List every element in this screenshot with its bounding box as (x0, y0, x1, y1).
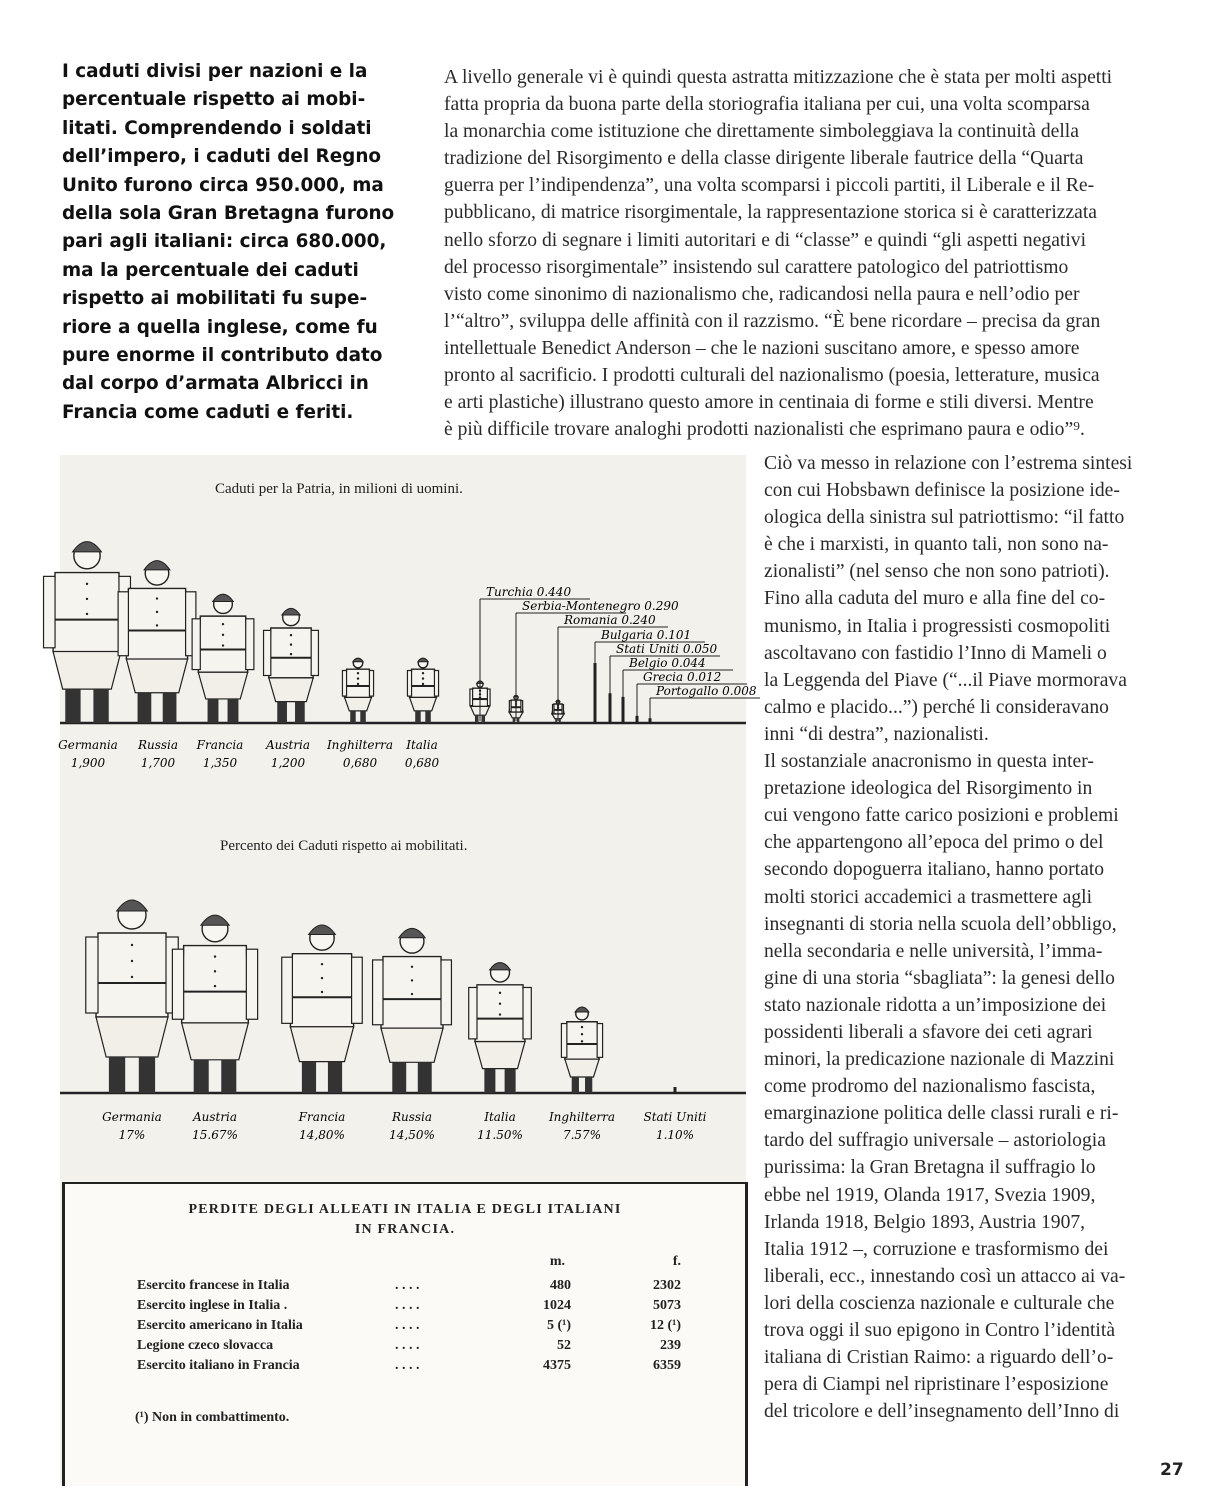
country-label: Francia (298, 1110, 346, 1124)
soldier-figure-francia (282, 925, 363, 1093)
small-nation-label: Portogallo 0.008 (656, 684, 757, 698)
caption-line: pari agli italiani: circa 680.000, (62, 231, 387, 253)
page-number: 27 (1160, 1460, 1184, 1480)
table-row-label: Esercito inglese in Italia . (137, 1298, 288, 1313)
text-line: gine di una storia “sbagliata”: la genesi dello (764, 967, 1115, 989)
soldier-figure-francia (192, 594, 254, 723)
text-line: cui vengono fatte carico posizioni e problemi (764, 805, 1119, 827)
table-row-dots: . . . . (395, 1278, 420, 1293)
table-row-label: Esercito americano in Italia (137, 1318, 303, 1333)
soldier-figure-austria (264, 608, 319, 723)
caption-line: dal corpo d’armata Albricci in (62, 373, 369, 395)
country-label: Francia (196, 738, 244, 752)
text-line: fatta propria da buona parte della storiografia italiana per cui, una volta scomparsa (444, 94, 1090, 116)
text-line: insegnanti di storia nella scuola dell’obbligo, (764, 913, 1117, 935)
value-label: 7.57% (562, 1128, 602, 1142)
text-line: pretazione ideologica del Risorgimento in (764, 778, 1093, 800)
text-line: italiana di Cristian Raimo: a riguardo dell’o- (764, 1347, 1114, 1369)
text-line: è che i marxisti, in quanto tali, non sono na- (764, 534, 1109, 556)
table-row-dots: . . . . (395, 1298, 420, 1313)
soldier-figure-austria (172, 915, 257, 1093)
value-label: 11.50% (477, 1128, 523, 1142)
country-label: Russia (391, 1110, 433, 1124)
caption-line: percentuale rispetto ai mobi- (62, 89, 366, 111)
country-label: Italia (484, 1110, 516, 1124)
table-cell-f: 6359 (653, 1358, 681, 1373)
value-label: 14,80% (299, 1128, 345, 1142)
text-line: molti storici accademici a trasmettere agli (764, 886, 1093, 908)
table-title-line1: PERDITE DEGLI ALLEATI IN ITALIA E DEGLI ITALIANI (188, 1202, 622, 1217)
small-nation-label: Grecia 0.012 (643, 670, 722, 684)
country-label: Inghilterra (326, 738, 394, 752)
country-label: Germania (102, 1110, 162, 1124)
text-line: inni “di destra”, nazionalisti. (764, 723, 989, 745)
figure-caption (62, 58, 412, 427)
text-line: pronto al sacrificio. I prodotti culturali del nazionalismo (poesia, letterature, musica (444, 365, 1100, 387)
text-line: stato nazionale ridotta a un’imposizione dei (764, 994, 1107, 1016)
small-nation-label: Stati Uniti 0.050 (616, 642, 718, 656)
value-label: 1,200 (270, 756, 306, 770)
table-row-dots: . . . . (395, 1318, 420, 1333)
text-line: zionalisti” (nel senso che non sono patrioti). (764, 561, 1110, 583)
table-row-label: Legione czeco slovacca (137, 1338, 274, 1353)
text-line: del tricolore e dell’insegnamento dell’Inno di (764, 1401, 1120, 1423)
table-cell-m: 1024 (543, 1298, 571, 1313)
country-label: Germania (58, 738, 118, 752)
small-nation-label: Romania 0.240 (564, 613, 656, 627)
value-label: 0,680 (342, 756, 378, 770)
body-text-top (444, 64, 1174, 443)
text-line: A livello generale vi è quindi questa astratta mitizzazione che è stata per molti aspetti (444, 67, 1113, 88)
text-line: lori della coscienza nazionale e culturale che (764, 1292, 1115, 1314)
small-nation-label: Bulgaria 0.101 (601, 628, 692, 642)
caption-line: dell’impero, i caduti del Regno (62, 146, 382, 168)
text-line: Italia 1912 –, corruzione e trasformismo dei (764, 1238, 1109, 1260)
text-line: e arti plastiche) illustrano questo amore in centinaia di forme e stili diversi. Mentre (444, 392, 1094, 414)
caption-line: pure enorme il contributo dato (62, 345, 383, 367)
value-label: 1,900 (70, 756, 106, 770)
col-header-m: m. (549, 1254, 565, 1269)
table-cell-f: 2302 (653, 1278, 681, 1293)
body-text-right (764, 450, 1174, 1425)
text-line: con cui Hobsbawn definisce la posizione ide- (764, 480, 1120, 502)
country-label: Italia (406, 738, 438, 752)
col-header-f: f. (672, 1254, 681, 1269)
caption-line: litati. Comprendendo i soldati (62, 117, 372, 139)
small-nation-label: Turchia 0.440 (486, 585, 572, 599)
table-cell-f: 5073 (653, 1298, 681, 1313)
soldier-figure-italia (469, 962, 532, 1093)
text-line: minori, la predicazione nazionale di Mazzini (764, 1049, 1115, 1071)
text-line: secondo dopoguerra italiano, hanno portato (764, 859, 1105, 881)
country-label: Russia (137, 738, 179, 752)
soldier-figure-russia (373, 928, 452, 1093)
small-nation-label: Serbia-Montenegro 0.290 (522, 599, 679, 613)
text-line: nello sforzo di segnare i limiti autoritari e di “classe” e quindi “gli aspetti negativi (444, 229, 1087, 251)
table-cell-m: 480 (550, 1278, 571, 1293)
text-line: del processo risorgimentale” insistendo sul carattere patologico del patriottismo (444, 256, 1069, 278)
text-line: Irlanda 1918, Belgio 1893, Austria 1907, (764, 1211, 1086, 1233)
value-label: 1,700 (140, 756, 176, 770)
text-line: la monarchia come istituzione che direttamente simboleggiava la continuità della (444, 121, 1079, 143)
soldier-figure-germania (86, 900, 178, 1093)
text-line: tradizione del Risorgimento e della classe dirigente liberale fautrice della “Quarta (444, 148, 1084, 170)
soldier-figure-inghilterra (561, 1007, 602, 1093)
table-row-label: Esercito italiano in Francia (137, 1358, 300, 1373)
text-line: munismo, in Italia i progressisti cosmopoliti (764, 615, 1111, 637)
losses-table (62, 1182, 748, 1486)
text-line: liberali, ecc., innestando così un attacco ai va- (764, 1265, 1126, 1287)
table-cell-m: 4375 (543, 1358, 571, 1373)
text-line: trova oggi il suo epigono in Contro l’identità (764, 1320, 1116, 1341)
value-label: 1,350 (202, 756, 238, 770)
chart2-title: Percento dei Caduti rispetto ai mobilitati. (220, 838, 468, 854)
value-label: 15.67% (192, 1128, 238, 1142)
caption-line: rispetto ai mobilitati fu supe- (62, 288, 368, 310)
table-cell-f: 239 (660, 1338, 681, 1353)
text-line: è più difficile trovare analoghi prodotti nazionalisti che esprimano paura e odio”⁹. (444, 419, 1085, 441)
caption-line: riore a quella inglese, come fu (62, 316, 378, 338)
text-line: visto come sinonimo di nazionalismo che, radicandosi nella paura e nell’odio per (444, 283, 1080, 305)
text-line: Ciò va messo in relazione con l’estrema sintesi (764, 453, 1133, 474)
table-row-dots: . . . . (395, 1338, 420, 1353)
text-line: che appartengono all’epoca del primo o del (764, 832, 1104, 854)
table-cell-m: 52 (557, 1338, 571, 1353)
text-line: Fino alla caduta del muro e alla fine del co- (764, 588, 1106, 610)
country-label: Austria (265, 738, 311, 752)
caption-line: Francia come caduti e feriti. (62, 401, 354, 423)
text-line: intellettuale Benedict Anderson – che le nazioni suscitano amore, e spesso amore (444, 337, 1080, 359)
text-line: come prodromo del nazionalismo fascista, (764, 1076, 1096, 1098)
value-label: 0,680 (404, 756, 440, 770)
caption-line: Unito furono circa 950.000, ma (62, 174, 384, 196)
country-label: Inghilterra (548, 1110, 616, 1124)
value-label: 1.10% (655, 1128, 695, 1142)
table-row-label: Esercito francese in Italia (137, 1278, 290, 1293)
country-label: Austria (192, 1110, 238, 1124)
small-nation-label: Belgio 0.044 (629, 656, 706, 670)
chart2-svg (60, 865, 746, 1185)
mark-stati-uniti (674, 1087, 677, 1093)
text-line: ascoltavano con fastidio l’Inno di Mameli o (764, 642, 1107, 664)
text-line: purissima: la Gran Bretagna il suffragio lo (764, 1157, 1096, 1179)
text-line: calmo e placido...”) perché li consideravano (764, 696, 1109, 718)
chart1-title: Caduti per la Patria, in milioni di uomini. (215, 481, 463, 497)
text-line: guerra per l’indipendenza”, una volta scomparsi i piccoli partiti, il Liberale e il Re- (444, 175, 1095, 197)
soldier-figure-germania (44, 542, 131, 723)
text-line: ebbe nel 1919, Olanda 1917, Svezia 1909, (764, 1184, 1096, 1206)
caption-line: ma la percentuale dei caduti (62, 259, 359, 281)
table-cell-f: 12 (¹) (649, 1318, 681, 1333)
country-label: Stati Uniti (643, 1110, 707, 1124)
text-line: possidenti liberali a sfavore dei ceti agrari (764, 1021, 1093, 1043)
text-line: l’“altro”, sviluppa delle affinità con il razzismo. “È bene ricordare – precisa da gran (444, 310, 1101, 332)
chart1-svg (58, 505, 757, 825)
text-line: nella secondaria e nelle università, l’imma- (764, 940, 1103, 962)
table-row-dots: . . . . (395, 1358, 420, 1373)
table-cell-m: 5 (¹) (546, 1318, 571, 1333)
value-label: 14,50% (389, 1128, 435, 1142)
text-line: ologica della sinistra sul patriottismo: “il fatto (764, 507, 1125, 529)
caption-line: I caduti divisi per nazioni e la (62, 61, 368, 82)
value-label: 17% (118, 1128, 146, 1142)
soldier-figure-italia (407, 658, 438, 723)
text-line: tardo del suffragio universale – astoriologia (764, 1130, 1106, 1152)
text-line: pera di Ciampi nel ripristinare l’esposizione (764, 1374, 1109, 1396)
text-line: la Leggenda del Piave (“...il Piave mormorava (764, 669, 1127, 691)
text-line: emarginazione politica delle classi rurali e ri- (764, 1103, 1119, 1125)
table-footnote: (¹) Non in combattimento. (135, 1410, 290, 1425)
caption-line: della sola Gran Bretagna furono (62, 203, 395, 225)
text-line: Il sostanziale anacronismo in questa inter- (764, 751, 1094, 773)
table-title-line2: IN FRANCIA. (354, 1222, 456, 1237)
text-line: pubblicano, di matrice risorgimentale, la rappresentazione storica si è caratterizzata (444, 202, 1098, 224)
soldier-figure-inghilterra (342, 658, 373, 723)
